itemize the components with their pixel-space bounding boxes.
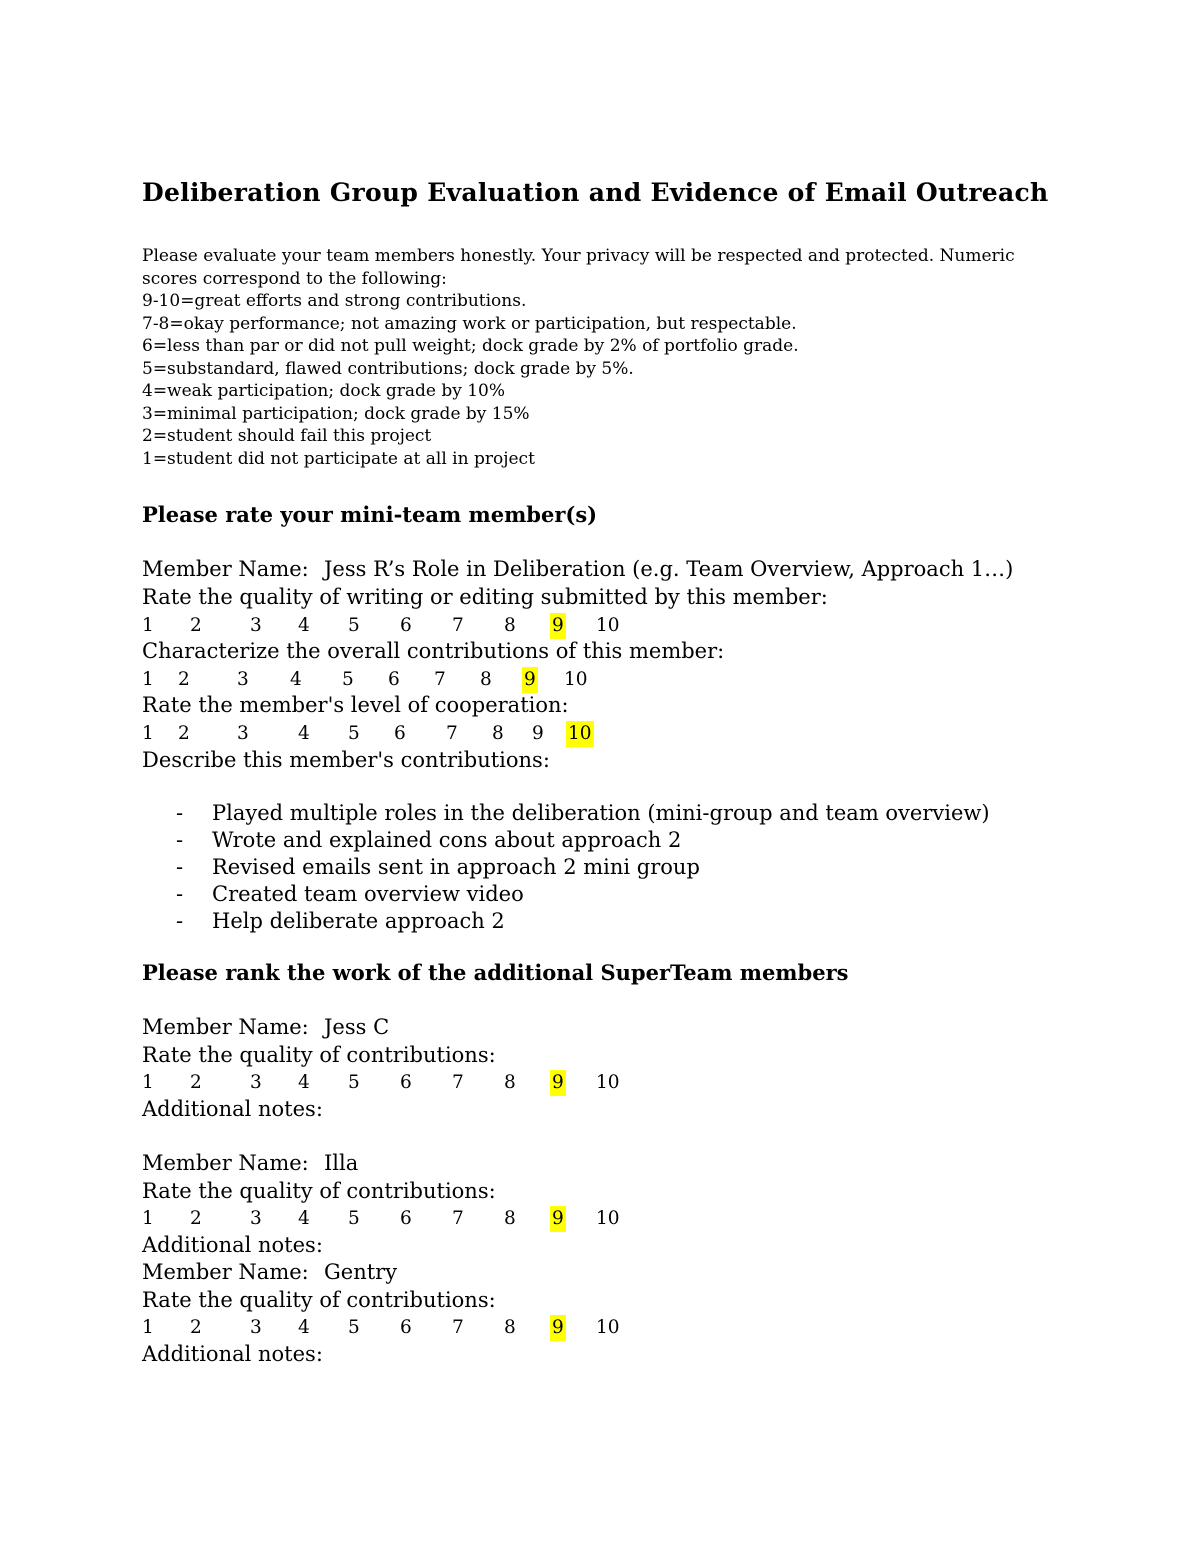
rating-option-3: 3	[250, 1208, 262, 1229]
rating-option-4: 4	[298, 1317, 310, 1338]
rating-option-5: 5	[348, 1317, 360, 1338]
intro-line: 1=student did not participate at all in project	[142, 448, 535, 469]
rating-option-4: 4	[298, 1072, 310, 1093]
intro-line: 6=less than par or did not pull weight; dock grade by 2% of portfolio grade.	[142, 336, 799, 356]
rating-scale-writing	[142, 613, 642, 639]
member-name-label: Member Name:	[142, 1151, 309, 1175]
rating-option-6: 6	[400, 1072, 412, 1093]
rating-option-3: 3	[250, 1072, 262, 1093]
rating-option-3: 3	[237, 669, 249, 690]
intro-line: 4=weak participation; dock grade by 10%	[142, 381, 505, 401]
intro-text	[142, 245, 1015, 470]
rating-option-7: 7	[434, 669, 446, 690]
rating-option-5: 5	[342, 669, 354, 690]
rating-option-10: 10	[566, 721, 594, 747]
quality-question: Rate the quality of contributions:	[142, 1043, 496, 1067]
rating-option-1: 1	[142, 1208, 154, 1229]
super-team-member-row	[142, 1014, 389, 1041]
quality-question: Rate the quality of contributions:	[142, 1288, 496, 1312]
rating-option-7: 7	[452, 1208, 464, 1229]
rating-option-8: 8	[504, 1317, 516, 1338]
rating-option-1: 1	[142, 669, 154, 690]
rating-option-10: 10	[596, 1072, 620, 1093]
rating-option-9: 9	[532, 723, 544, 744]
rating-option-2: 2	[178, 669, 190, 690]
rating-option-10: 10	[564, 669, 588, 690]
quality-question: Rate the quality of contributions:	[142, 1179, 496, 1203]
rating-option-4: 4	[298, 1208, 310, 1229]
rating-option-8: 8	[504, 1208, 516, 1229]
additional-notes-label: Additional notes:	[142, 1097, 323, 1121]
intro-line: 7-8=okay performance; not amazing work or participation, but respectable.	[142, 313, 797, 334]
rating-option-10: 10	[596, 1208, 620, 1229]
rating-option-2: 2	[190, 1208, 202, 1229]
intro-line: 9-10=great efforts and strong contributions.	[142, 291, 527, 311]
overall-question: Characterize the overall contributions of this member:	[142, 639, 725, 663]
rating-scale-overall	[142, 667, 642, 693]
writing-question: Rate the quality of writing or editing submitted by this member:	[142, 585, 828, 609]
rating-option-5: 5	[348, 1208, 360, 1229]
rating-option-9: 9	[550, 613, 566, 639]
rating-option-7: 7	[446, 723, 458, 744]
super-team-member-row	[142, 1259, 397, 1286]
rating-option-8: 8	[492, 723, 504, 744]
rating-option-8: 8	[504, 615, 516, 636]
mini-team-member-row	[142, 556, 1013, 583]
rating-option-5: 5	[348, 615, 360, 636]
additional-notes-label: Additional notes:	[142, 1342, 323, 1366]
rating-option-9: 9	[550, 1315, 566, 1341]
rating-option-6: 6	[400, 615, 412, 636]
cooperation-question: Rate the member's level of cooperation:	[142, 693, 569, 717]
member-name-label: Member Name:	[142, 557, 309, 581]
rating-option-2: 2	[178, 723, 190, 744]
intro-line: Please evaluate your team members honestly. Your privacy will be respected and protected. Numeric	[142, 246, 1015, 266]
rating-scale-quality	[142, 1070, 642, 1096]
rating-option-1: 1	[142, 1317, 154, 1338]
rating-option-6: 6	[394, 723, 406, 744]
rating-option-1: 1	[142, 615, 154, 636]
rating-option-2: 2	[190, 1072, 202, 1093]
intro-line: 3=minimal participation; dock grade by 15%	[142, 403, 530, 424]
member-name-label: Member Name:	[142, 1260, 309, 1284]
member-name-value: Illa	[324, 1151, 359, 1175]
rating-option-5: 5	[348, 723, 360, 744]
rating-option-10: 10	[596, 615, 620, 636]
rating-option-1: 1	[142, 1072, 154, 1093]
describe-question: Describe this member's contributions:	[142, 748, 550, 772]
additional-notes-label: Additional notes:	[142, 1233, 323, 1257]
member-name-value: Gentry	[324, 1260, 398, 1284]
rating-option-2: 2	[190, 615, 202, 636]
rating-option-9: 9	[550, 1070, 566, 1096]
rating-option-7: 7	[452, 1072, 464, 1093]
rating-option-8: 8	[504, 1072, 516, 1093]
rating-option-4: 4	[298, 615, 310, 636]
member-name-value: Jess R’s Role in Deliberation (e.g. Team Overview, Approach 1…)	[324, 557, 1014, 581]
rating-option-10: 10	[596, 1317, 620, 1338]
rating-option-6: 6	[400, 1317, 412, 1338]
rating-option-5: 5	[348, 1072, 360, 1093]
rating-option-3: 3	[250, 615, 262, 636]
rating-option-9: 9	[522, 667, 538, 693]
rating-scale-quality	[142, 1315, 642, 1341]
rating-option-4: 4	[298, 723, 310, 744]
rating-option-7: 7	[452, 615, 464, 636]
rating-option-4: 4	[290, 669, 302, 690]
rating-option-8: 8	[480, 669, 492, 690]
rating-option-6: 6	[388, 669, 400, 690]
rating-option-9: 9	[550, 1206, 566, 1232]
super-team-heading: Please rank the work of the additional SuperTeam members	[142, 960, 849, 985]
rating-option-6: 6	[400, 1208, 412, 1229]
rating-option-3: 3	[250, 1317, 262, 1338]
rating-option-1: 1	[142, 723, 154, 744]
member-name-label: Member Name:	[142, 1015, 309, 1039]
rating-scale-quality	[142, 1206, 642, 1232]
intro-line: scores correspond to the following:	[142, 268, 447, 289]
super-team-member-row	[142, 1150, 358, 1177]
rating-option-3: 3	[237, 723, 249, 744]
mini-team-heading: Please rate your mini-team member(s)	[142, 502, 598, 527]
page-title: Deliberation Group Evaluation and Evidence of Email Outreach	[142, 178, 1049, 207]
rating-option-7: 7	[452, 1317, 464, 1338]
member-name-value: Jess C	[324, 1015, 390, 1039]
rating-scale-cooperation	[142, 721, 642, 747]
rating-option-2: 2	[190, 1317, 202, 1338]
intro-line: 5=substandard, flawed contributions; dock grade by 5%.	[142, 358, 634, 379]
intro-line: 2=student should fail this project	[142, 426, 432, 446]
